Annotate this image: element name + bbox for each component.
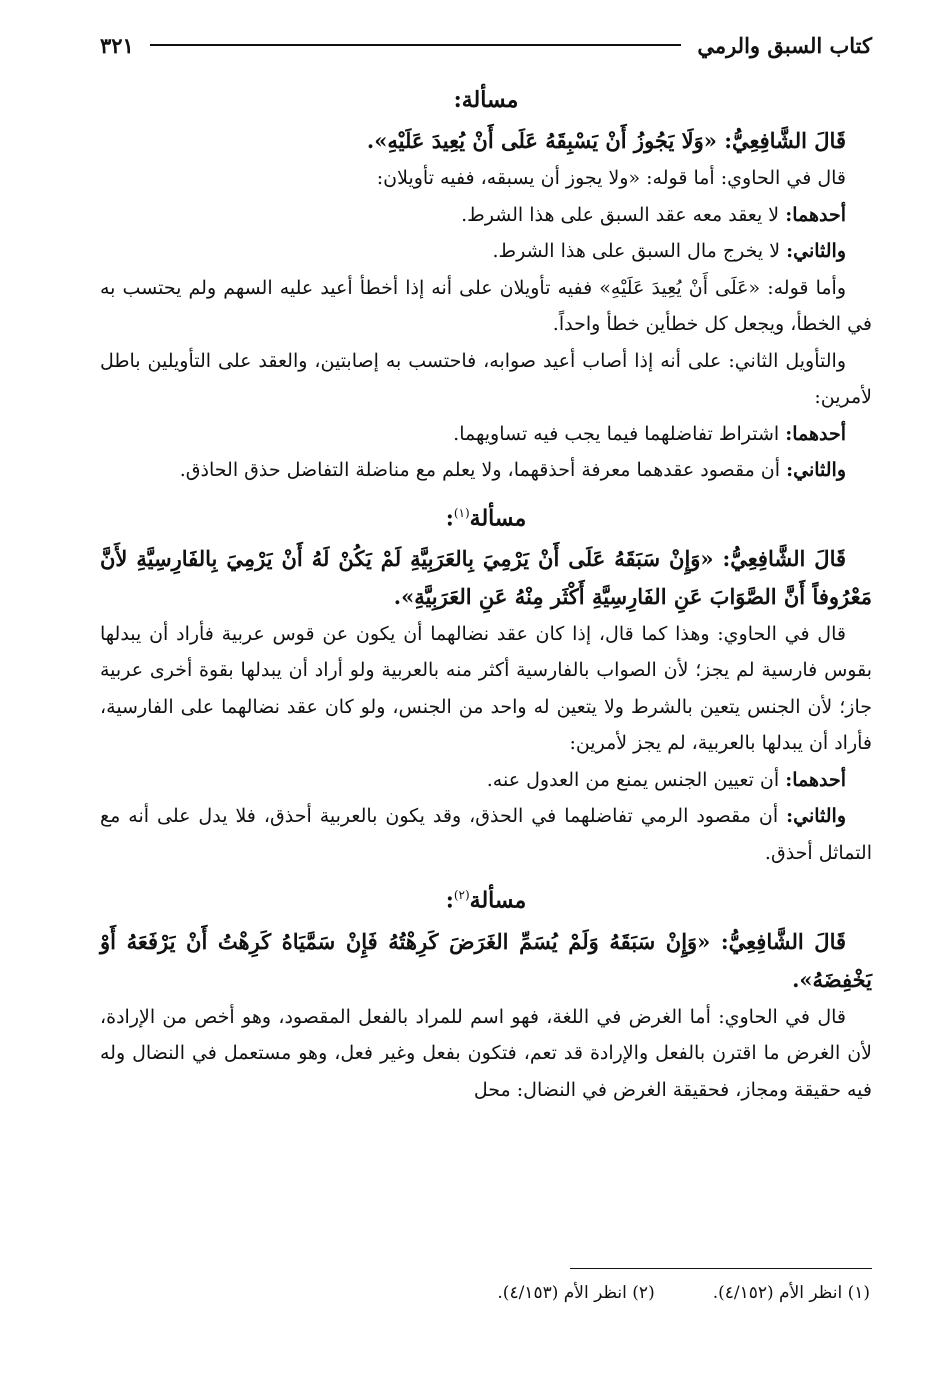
paragraph-label: أحدهما: [785, 422, 846, 445]
section-heading [100, 493, 872, 538]
paragraph-text: أن مقصود الرمي تفاضلهما في الحذق، وقد يكون بالعربية أحذق، فلا يدل على أنه مع التماثل أحذق. [100, 805, 872, 864]
footnotes [100, 1280, 870, 1306]
shafii-quote [100, 540, 872, 616]
section-heading [100, 875, 872, 920]
paragraph: قال في الحاوي: أما قوله: «ولا يجوز أن يسبقه، ففيه تأويلان: [376, 167, 846, 189]
paragraph [100, 452, 872, 489]
shafii-quote [100, 122, 872, 160]
page-header [100, 28, 872, 62]
paragraph-label: أحدهما: [785, 768, 846, 791]
paragraph: والتأويل الثاني: على أنه إذا أصاب أعيد صوابه، فاحتسب به إصابتين، والعقد على التأويلين باطل لأمرين: [100, 349, 872, 408]
paragraph-text: اشتراط تفاضلهما فيما يجب فيه تساويهما. [453, 422, 780, 445]
paragraph-label: أحدهما: [785, 203, 846, 226]
paragraph-text: أن تعيين الجنس يمنع من العدول عنه. [486, 768, 780, 791]
footnote-2: (٢) انظر الأم (٤/١٥٣). [497, 1283, 655, 1303]
footnote-ref: (١) [453, 505, 470, 520]
quote-text: «وَإِنْ سَبَقَهُ وَلَمْ يُسَمِّ الغَرَضَ كَرِهْتُهُ فَإِنْ سَمَّيَاهُ كَرِهْتُ أَنْ يَرْفَعَهُ أَوْ يَخْفِضَهُ». [100, 928, 872, 992]
quote-text: «وَإِنْ سَبَقَهُ عَلَى أَنْ يَرْمِيَ بِالعَرَبِيَّةِ لَمْ يَكُنْ لَهُ أَنْ يَرْمِيَ بِالفَارِسِيَّةِ لأَنَّ مَعْرُوفاً أَنَّ الصَّوَابَ عَنِ الفَارِسِيَّةِ أَكْثَر مِنْهُ عَنِ العَرَبِيَّةِ». [100, 545, 872, 609]
paragraph [100, 197, 872, 234]
paragraph-text: لا يعقد معه عقد السبق على هذا الشرط. [461, 203, 780, 226]
quote-text: «وَلَا يَجُوزُ أَنْ يَسْبِقَهُ عَلَى أَنْ يُعِيدَ عَلَيْهِ». [366, 128, 717, 153]
heading-colon: : [445, 887, 454, 914]
footnote-ref: (٢) [453, 888, 470, 903]
paragraph-label: والثاني: [786, 240, 846, 262]
paragraph [100, 233, 872, 270]
section-heading: مسألة: [453, 87, 519, 113]
paragraph-label: والثاني: [786, 459, 846, 481]
paragraph: قال في الحاوي: أما الغرض في اللغة، فهو اسم للمراد بالفعل المقصود، وهو أخص من الإرادة، لأن الغرض ما اقترن بالفعل والإرادة قد تعم، فتكون بفعل وغير فعل، وهو مستعمل في النضال وله فيه حقيقة ومجاز، فحقيقة الغرض في النضال: محل [100, 1005, 872, 1101]
heading-text: مسألة [469, 887, 527, 914]
paragraph [100, 798, 872, 871]
paragraph-text: أن مقصود عقدهما معرفة أحذقهما، ولا يعلم مع مناضلة التفاضل حذق الحاذق. [179, 459, 781, 481]
footnote-1: (١) انظر الأم (٤/١٥٢). [712, 1283, 870, 1303]
quote-speaker: قَالَ الشَّافِعِيُّ: [722, 545, 847, 571]
footnote-rule [570, 1268, 872, 1269]
page-body [100, 76, 872, 1108]
heading-text: مسألة [469, 504, 527, 531]
page-number: ٣٢١ [100, 32, 134, 58]
paragraph: قال في الحاوي: وهذا كما قال، إذا كان عقد نضالهما أن يكون عن قوس عربية فأراد أن يبدلها بقوس فارسية لم يجز؛ لأن الصواب بالفارسية أكثر منه بالعربية ولو أراد أن يبدلها بقوة أخرى عربية جاز؛ لأن الجنس يتعين بالشرط ولا يتعين له واحد من الجنس، ولو كان عقد نضالهما على الفارسية، فأراد أن يبدلها بالعربية، لم يجز لأمرين: [100, 622, 872, 755]
paragraph-label: والثاني: [786, 805, 846, 828]
paragraph: وأما قوله: «عَلَى أَنْ يُعِيدَ عَلَيْهِ» ففيه تأويلان على أنه إذا أخطأ أعيد عليه السهم ولم يحتسب به في الخطأ، ويجعل كل خطأين خطأ واحداً. [100, 276, 872, 335]
quote-speaker: قَالَ الشَّافِعِيُّ: [720, 928, 847, 954]
paragraph-text: لا يخرج مال السبق على هذا الشرط. [492, 240, 781, 262]
quote-speaker: قَالَ الشَّافِعِيُّ: [724, 128, 846, 153]
paragraph [100, 762, 872, 799]
paragraph [100, 416, 872, 453]
book-title: كتاب السبق والرمي [697, 32, 872, 58]
heading-colon: : [445, 504, 454, 531]
shafii-quote [100, 923, 872, 999]
header-rule [150, 44, 682, 46]
